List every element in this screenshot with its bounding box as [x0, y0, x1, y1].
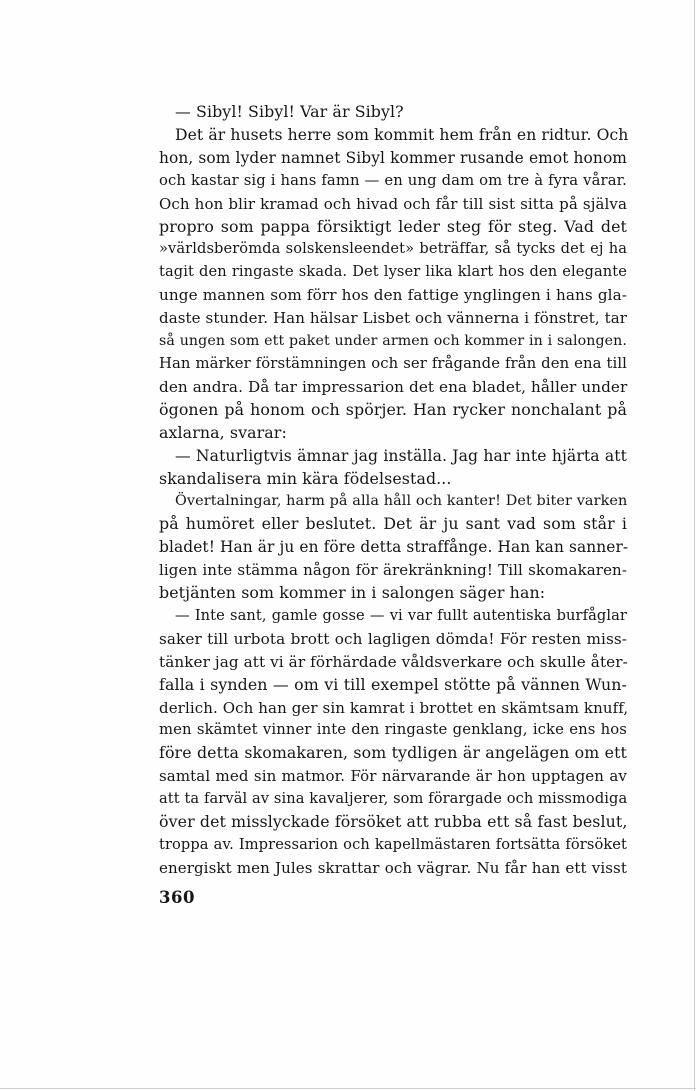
text-line: före detta skomakaren, som tydligen är angelägen om ett [159, 743, 627, 763]
text-line: över det misslyckade försöket att rubba ett så fast beslut, [159, 812, 628, 832]
text-line: ligen inte stämma någon för ärekränkning! Till skomakaren- [159, 561, 627, 580]
text-line: betjänten som kommer in i salongen säger han: [159, 583, 546, 603]
page-edge [694, 0, 695, 1091]
paragraph-4 [159, 490, 627, 605]
text-line: på humöret eller beslutet. Det är ju sant vad som står i [159, 514, 627, 534]
text-line: axlarna, svarar: [159, 422, 287, 442]
text-line: derlich. Och han ger sin kamrat i brottet en skämtsam knuff, [159, 698, 629, 717]
text-line: bladet! Han är ju en före detta straffånge. Han kan sanner- [159, 538, 629, 557]
text-line: och kastar sig i hans famn — en ung dam om tre à fyra vårar. [159, 171, 627, 189]
text-line: Och hon blir kramad och hivad och får till sist sitta på själva [159, 194, 627, 213]
text-line: unge mannen som förr hos den fattige ynglingen i hans gla- [159, 286, 627, 305]
text-line: Han märker förstämningen och ser frågande från den ena till [159, 354, 627, 372]
text-line: skandalisera min kära födelsestad... [159, 468, 452, 488]
page-number: 360 [159, 888, 195, 907]
text-line: Det är husets herre som kommit hem från en ridtur. Och [175, 125, 629, 144]
text-line: samtal med sin matmor. För närvarande är hon upptagen av [159, 767, 627, 786]
text-line: tagit den ringaste skada. Det lyser lika klart hos den elegante [159, 263, 627, 281]
text-line: daste stunder. Han hälsar Lisbet och vännerna i fönstret, tar [159, 309, 628, 328]
page-edge-bottom [0, 1088, 696, 1089]
text-line: så ungen som ett paket under armen och kommer in i salongen. [159, 333, 627, 350]
text-line: energiskt men Jules skrattar och vägrar. Nu får han ett visst [159, 858, 627, 877]
text-line: tänker jag att vi är förhärdade våldsverkare och skulle åter- [159, 652, 628, 671]
text-line: troppa av. Impressarion och kapellmästaren fortsätta försöket [159, 836, 627, 853]
text-line: — Sibyl! Sibyl! Var är Sibyl? [175, 102, 404, 121]
body-text [159, 101, 627, 880]
text-line: propro som pappa försiktigt leder steg för steg. Vad det [159, 216, 627, 236]
text-line: ögonen på honom och spörjer. Han rycker nonchalant på [159, 399, 627, 419]
text-line: men skämtet vinner inte den ringaste genklang, icke ens hos [159, 721, 627, 739]
paragraph-1 [159, 101, 627, 124]
text-line: att ta farväl av sina kavaljerer, som förargade och missmodiga [159, 790, 628, 808]
text-line: Övertalningar, harm på alla håll och kanter! Det biter varken [175, 493, 628, 510]
text-line: — Inte sant, gamle gosse — vi var fullt autentiska burfåglar [175, 606, 627, 624]
paragraph-3 [159, 445, 627, 491]
text-line: »världsberömda solskensleendet» beträffar, så tycks det ej ha [159, 240, 627, 258]
text-line: falla i synden — om vi till exempel stötte på vännen Wun- [159, 674, 627, 694]
paragraph-5 [159, 605, 627, 880]
text-line: den andra. Då tar impressarion det ena bladet, håller under [159, 377, 628, 396]
text-line: — Naturligtvis ämnar jag inställa. Jag har inte hjärta att [175, 446, 627, 465]
paragraph-2 [159, 124, 627, 445]
text-line: saker till urbota brott och lagligen dömda! För resten miss- [159, 629, 627, 648]
text-line: hon, som lyder namnet Sibyl kommer rusande emot honom [159, 148, 627, 167]
